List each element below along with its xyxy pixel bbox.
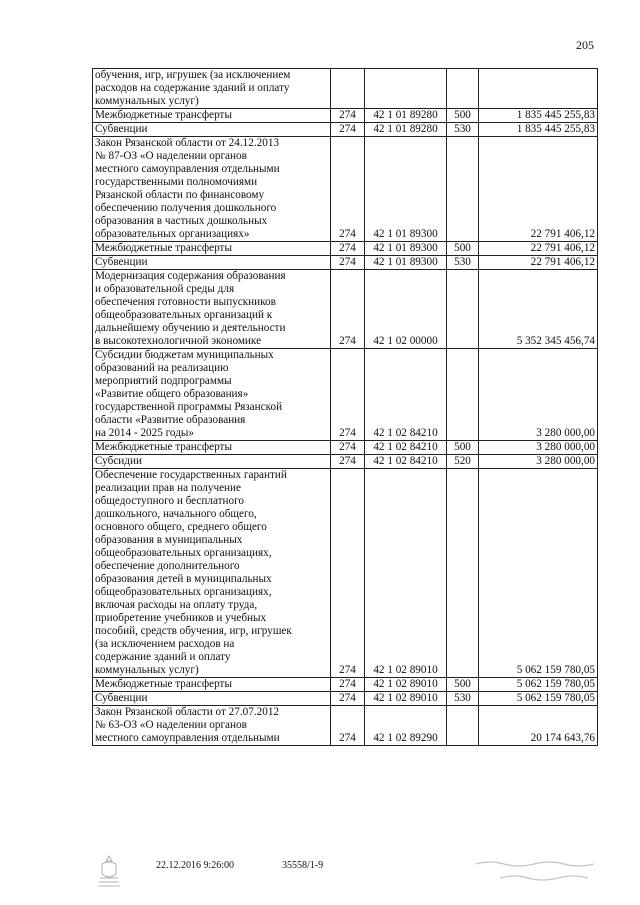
row-amount: 5 062 159 780,05: [479, 469, 598, 678]
registration-stamp: [470, 856, 600, 886]
row-target-article: 42 1 02 89010: [365, 469, 447, 678]
row-name: Закон Рязанской области от 24.12.2013 № 87-ОЗ «О наделении органов местного самоуправления отдельными государственными полномочиями Рязанской области по финансовому обеспечению получения дошкольного образования в частных дошкольных образовательных организациях»: [93, 137, 331, 242]
table-row: [93, 692, 598, 706]
row-target-article: 42 1 01 89300: [365, 137, 447, 242]
row-expense-type: 500: [447, 441, 479, 455]
row-amount: 5 062 159 780,05: [479, 678, 598, 692]
row-department-code: 274: [331, 242, 365, 256]
budget-table: [92, 68, 598, 746]
table-row: [93, 270, 598, 349]
row-expense-type: 500: [447, 678, 479, 692]
row-department-code: 274: [331, 349, 365, 441]
row-target-article: 42 1 02 89010: [365, 678, 447, 692]
row-amount: 22 791 406,12: [479, 242, 598, 256]
row-target-article: 42 1 01 89300: [365, 256, 447, 270]
row-name: Субвенции: [93, 256, 331, 270]
row-amount: 20 174 643,76: [479, 706, 598, 746]
row-amount: 3 280 000,00: [479, 349, 598, 441]
row-department-code: 274: [331, 469, 365, 678]
footer-document-number: 35558/1-9: [282, 860, 324, 871]
row-expense-type: 530: [447, 692, 479, 706]
row-name: Закон Рязанской области от 27.07.2012 № 63-ОЗ «О наделении органов местного самоуправления отдельными: [93, 706, 331, 746]
row-expense-type: 520: [447, 455, 479, 469]
row-expense-type: 530: [447, 123, 479, 137]
row-target-article: 42 1 01 89280: [365, 123, 447, 137]
table-row: [93, 109, 598, 123]
table-row: [93, 349, 598, 441]
row-amount: 3 280 000,00: [479, 455, 598, 469]
table-row: [93, 441, 598, 455]
row-name: Субсидии: [93, 455, 331, 469]
row-department-code: 274: [331, 109, 365, 123]
emblem-icon: [96, 854, 122, 888]
row-department-code: 274: [331, 441, 365, 455]
table-row: [93, 678, 598, 692]
page-number: 205: [576, 38, 594, 52]
row-amount: [479, 69, 598, 109]
row-department-code: [331, 69, 365, 109]
row-amount: 5 062 159 780,05: [479, 692, 598, 706]
row-name: Субсидии бюджетам муниципальных образований на реализацию мероприятий подпрограммы «Развитие общего образования» государственной программы Рязанской области «Развитие образования на 2014 - 2025 годы»: [93, 349, 331, 441]
table-row: [93, 242, 598, 256]
footer-date: 22.12.2016 9:26:00: [156, 860, 235, 871]
row-target-article: 42 1 02 89010: [365, 692, 447, 706]
row-amount: 22 791 406,12: [479, 256, 598, 270]
row-name: Межбюджетные трансферты: [93, 109, 331, 123]
row-amount: 3 280 000,00: [479, 441, 598, 455]
table-row: [93, 469, 598, 678]
row-department-code: 274: [331, 270, 365, 349]
row-amount: 1 835 445 255,83: [479, 109, 598, 123]
row-department-code: 274: [331, 678, 365, 692]
table-row: [93, 69, 598, 109]
row-name: Модернизация содержания образования и образовательной среды для обеспечения готовности выпускников общеобразовательных организаций к дальнейшему обучению и деятельности в высокотехнологичной экономике: [93, 270, 331, 349]
row-expense-type: [447, 349, 479, 441]
row-name: Обеспечение государственных гарантий реализации прав на получение общедоступного и бесплатного дошкольного, начального общего, основного общего, среднего общего образования в муниципальных общеобразовательных организациях, обеспечение дополнительного образования детей в муниципальных общеобразовательных организациях, включая расходы на оплату труда, приобретение учебников и учебных пособий, средств обучения, игр, игрушек (за исключением расходов на содержание зданий и оплату коммунальных услуг): [93, 469, 331, 678]
row-expense-type: 530: [447, 256, 479, 270]
row-department-code: 274: [331, 137, 365, 242]
row-target-article: 42 1 01 89280: [365, 109, 447, 123]
row-department-code: 274: [331, 706, 365, 746]
table-row: [93, 137, 598, 242]
row-amount: 22 791 406,12: [479, 137, 598, 242]
row-name: Межбюджетные трансферты: [93, 242, 331, 256]
row-department-code: 274: [331, 692, 365, 706]
row-target-article: 42 1 01 89300: [365, 242, 447, 256]
row-expense-type: [447, 706, 479, 746]
row-target-article: 42 1 02 84210: [365, 349, 447, 441]
row-name: Межбюджетные трансферты: [93, 441, 331, 455]
row-expense-type: [447, 137, 479, 242]
table-row: [93, 455, 598, 469]
row-amount: 5 352 345 456,74: [479, 270, 598, 349]
row-name: Межбюджетные трансферты: [93, 678, 331, 692]
table-row: [93, 706, 598, 746]
page-footer: [92, 854, 600, 894]
row-target-article: 42 1 02 00000: [365, 270, 447, 349]
row-name: Субвенции: [93, 123, 331, 137]
row-target-article: 42 1 02 89290: [365, 706, 447, 746]
row-target-article: 42 1 02 84210: [365, 441, 447, 455]
row-expense-type: [447, 270, 479, 349]
row-expense-type: [447, 469, 479, 678]
row-target-article: 42 1 02 84210: [365, 455, 447, 469]
row-department-code: 274: [331, 455, 365, 469]
row-department-code: 274: [331, 123, 365, 137]
table-row: [93, 256, 598, 270]
row-target-article: [365, 69, 447, 109]
row-expense-type: 500: [447, 109, 479, 123]
row-amount: 1 835 445 255,83: [479, 123, 598, 137]
row-expense-type: [447, 69, 479, 109]
row-name: обучения, игр, игрушек (за исключением расходов на содержание зданий и оплату коммунальных услуг): [93, 69, 331, 109]
row-department-code: 274: [331, 256, 365, 270]
row-name: Субвенции: [93, 692, 331, 706]
table-row: [93, 123, 598, 137]
row-expense-type: 500: [447, 242, 479, 256]
